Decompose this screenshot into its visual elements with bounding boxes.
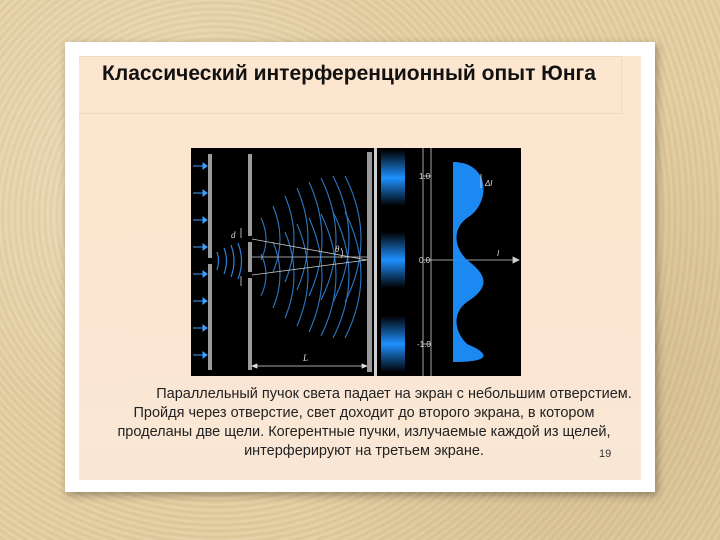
label-l: L [303,353,309,363]
panel-divider [374,148,377,376]
third-screen [367,152,372,372]
label-theta: θ [335,244,340,254]
caption-text: Параллельный пучок света падает на экран с небольшим отверстием. Пройдя через отверстие, свет доходит до второго экрана, в котором проделаны две щели. Когерентные пучки, излучаемые каждой из щелей, интерферируют на третьем экране. [117,386,632,459]
tick-top: 1.0 [419,172,431,181]
title-box [79,56,622,114]
slide-title: Классический интерференционный опыт Юнга [102,62,596,85]
tick-mid: 0.0 [419,256,431,265]
slide-content [79,56,641,480]
label-intensity: I [497,249,500,258]
interference-fringes [381,150,405,372]
young-experiment-figure [191,148,521,376]
label-delta-l: Δl [485,179,493,188]
label-d: d [231,230,236,240]
slide [65,42,655,492]
page-number: 19 [599,448,612,460]
tick-bottom: -1.0 [417,340,431,349]
second-screen [248,154,252,370]
slide-caption [95,385,633,461]
